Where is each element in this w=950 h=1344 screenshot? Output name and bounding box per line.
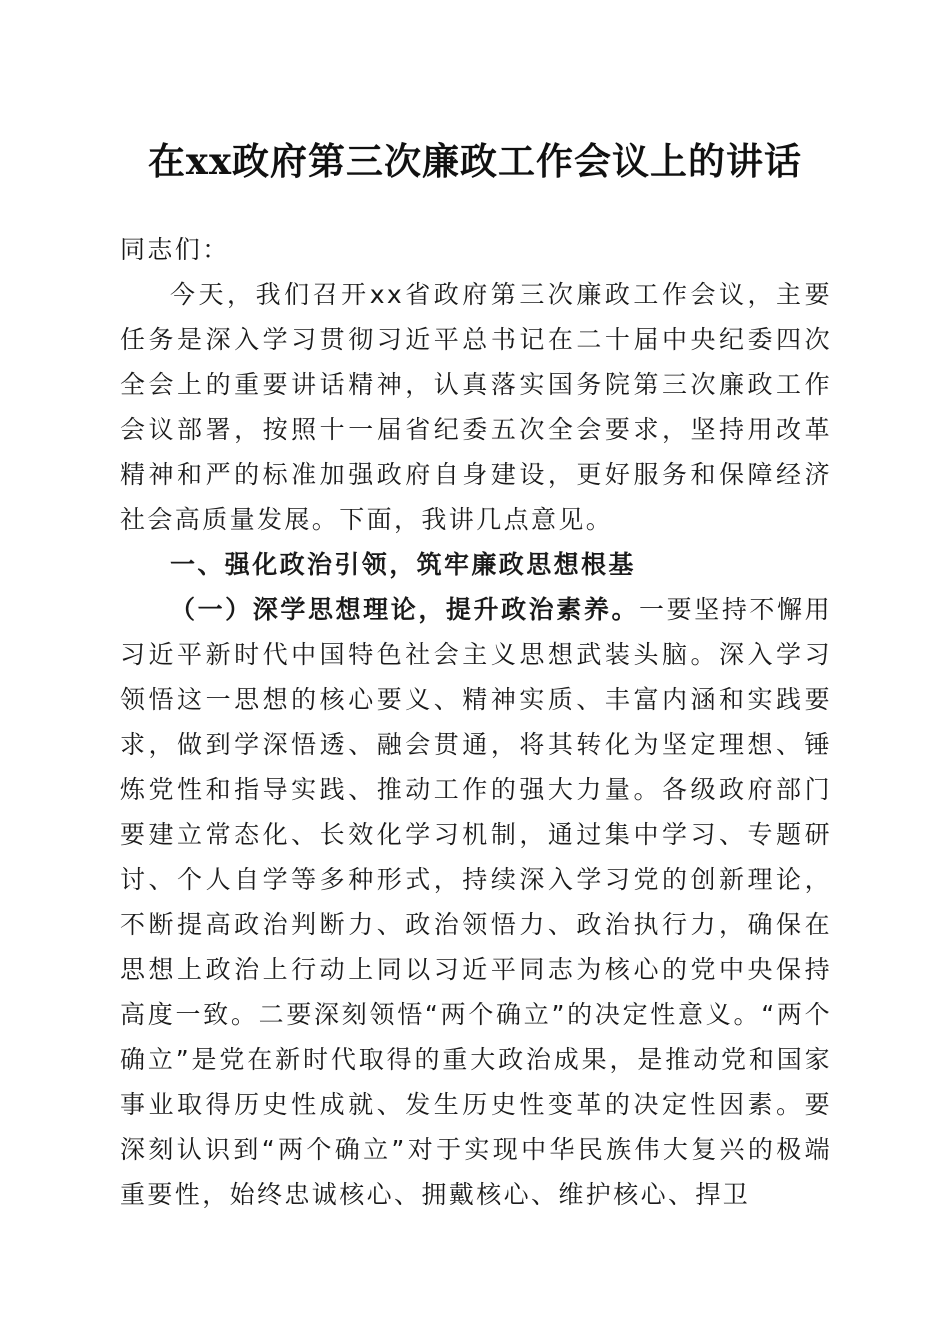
salutation: 同志们： [120,235,230,264]
document-body [120,227,832,1217]
subsection-lead-in: （一）深学思想理论，提升政治素养。 [170,595,640,624]
document-title: 在xx政府第三次廉政工作会议上的讲话 [147,139,803,183]
subsection-paragraph [120,587,832,1217]
section-heading: 一、强化政治引领，筑牢廉政思想根基 [170,550,636,579]
subsection-body-text: 一要坚持不懈用习近平新时代中国特色社会主义思想武装头脑。深入学习领悟这一思想的核心要义、精神实质、丰富内涵和实践要求，做到学深悟透、融会贯通，将其转化为坚定理想、锤炼党性和指导实践、推动工作的强大力量。各级政府部门要建立常态化、长效化学习机制，通过集中学习、专题研讨、个人自学等多种形式，持续深入学习党的创新理论，不断提高政治判断力、政治领悟力、政治执行力，确保在思想上政治上行动上同以习近平同志为核心的党中央保持高度一致。二要深刻领悟“两个确立”的决定性意义。“两个确立”是党在新时代取得的重大政治成果，是推动党和国家事业取得历史性成就、发生历史性变革的决定性因素。要深刻认识到“两个确立”对于实现中华民族伟大复兴的极端重要性，始终忠诚核心、拥戴核心、维护核心、捍卫 [120,595,832,1209]
intro-paragraph: 今天，我们召开xx省政府第三次廉政工作会议，主要任务是深入学习贯彻习近平总书记在二十届中央纪委四次全会上的重要讲话精神，认真落实国务院第三次廉政工作会议部署，按照十一届省纪委五次全会要求，坚持用改革精神和严的标准加强政府自身建设，更好服务和保障经济社会高质量发展。下面，我讲几点意见。 [120,280,832,534]
